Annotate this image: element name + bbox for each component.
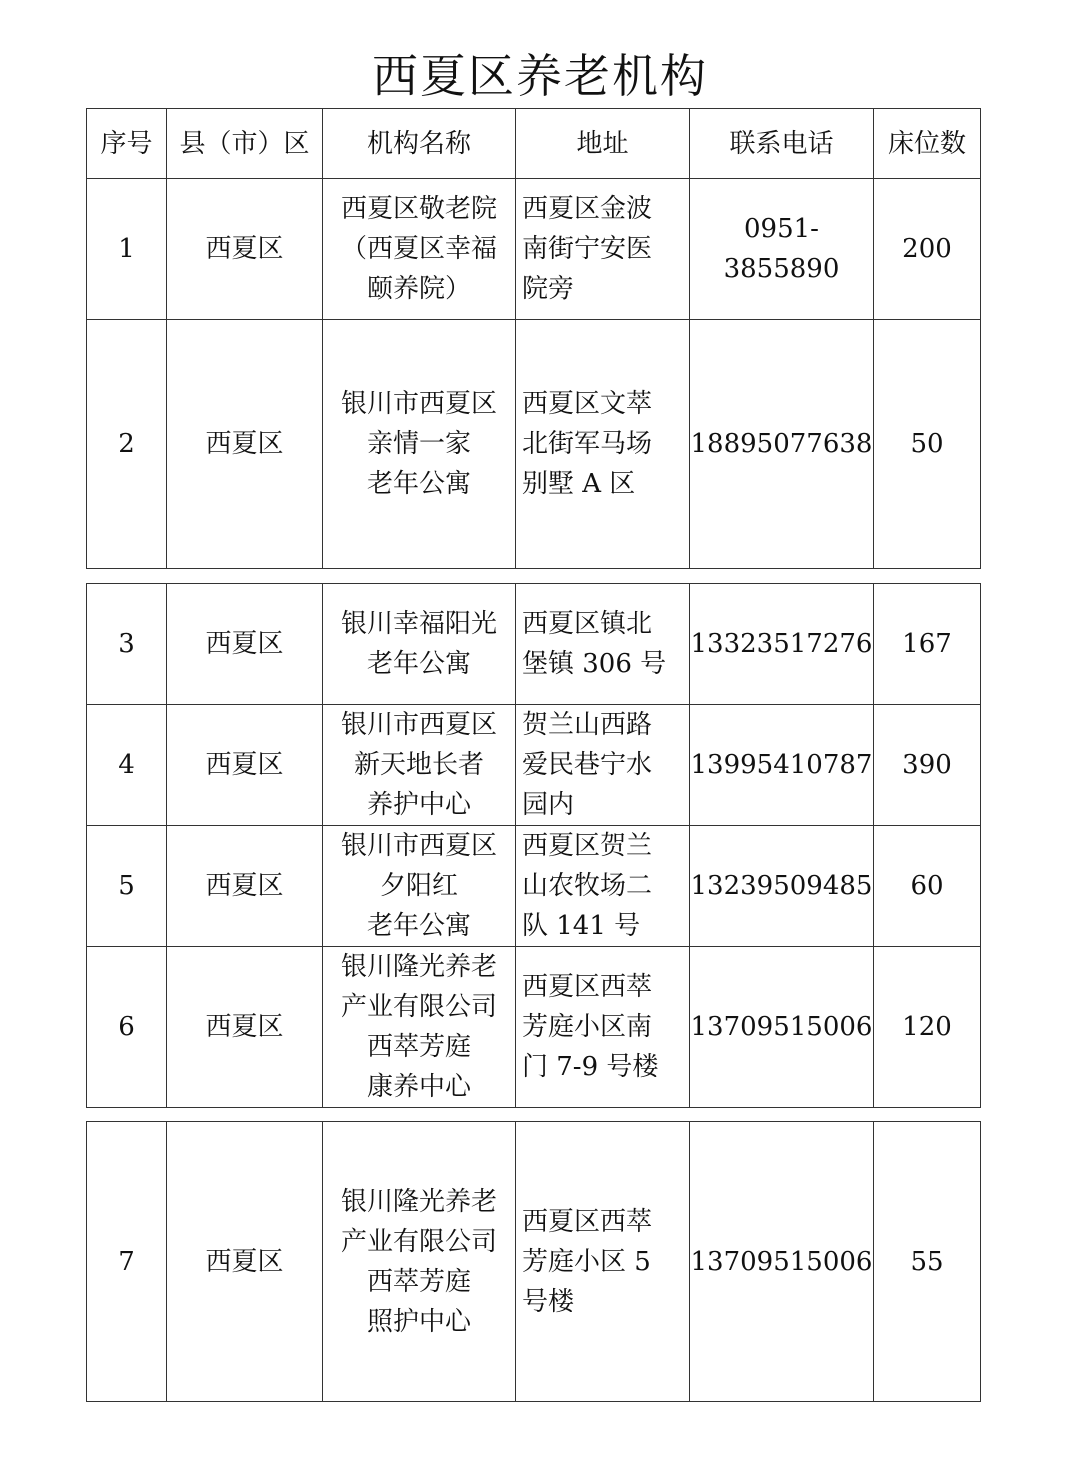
row-phone: 13995410787: [690, 705, 874, 826]
header-index: 序号: [87, 109, 167, 179]
row-beds: 60: [874, 826, 981, 947]
cell-text-line: 老年公寓: [366, 649, 471, 679]
row-beds: 167: [874, 584, 981, 705]
row-beds: 120: [874, 947, 981, 1108]
table-row: [87, 1122, 981, 1402]
table-row: [87, 826, 981, 947]
row-phone: 13323517276: [690, 584, 874, 705]
row-address: [516, 584, 690, 705]
cell-text-line: 银川市西夏区: [340, 831, 497, 861]
cell-text-line: （西夏区幸福: [340, 234, 497, 264]
row-index: 2: [87, 320, 167, 569]
cell-text-line: 西夏区西萃: [522, 1206, 653, 1237]
cell-text-line: 队 141 号: [522, 911, 641, 941]
cell-text-line: 芳庭小区南: [522, 1012, 653, 1042]
page-title: 西夏区养老机构: [372, 49, 708, 103]
cell-text-line: 银川隆光养老: [340, 952, 497, 982]
row-county: 西夏区: [167, 705, 323, 826]
row-name: [323, 1122, 516, 1402]
cell-text-line: 芳庭小区 5: [522, 1246, 651, 1277]
row-phone: 18895077638: [690, 320, 874, 569]
cell-text-line: 号楼: [522, 1286, 575, 1317]
row-name: [323, 320, 516, 569]
row-name: [323, 179, 516, 320]
cell-text-line: 西萃芳庭: [366, 1032, 471, 1062]
row-phone: 13709515006: [690, 947, 874, 1108]
row-name: [323, 584, 516, 705]
cell-text-line: 爱民巷宁水: [522, 750, 653, 780]
cell-text-line: 老年公寓: [366, 469, 471, 499]
institution-table-part-1: [86, 108, 981, 569]
cell-text-line: 西萃芳庭: [366, 1266, 471, 1297]
row-index: 1: [87, 179, 167, 320]
table-row: [87, 705, 981, 826]
cell-text-line: 颐养院）: [366, 274, 471, 304]
cell-text-line: 养护中心: [366, 790, 471, 820]
cell-text-line: 南街宁安医: [522, 234, 653, 264]
row-name: [323, 705, 516, 826]
institution-table-part-3: [86, 1121, 981, 1402]
cell-text-line: 亲情一家: [366, 429, 471, 459]
row-county: 西夏区: [167, 1122, 323, 1402]
row-beds: 390: [874, 705, 981, 826]
cell-text-line: 产业有限公司: [340, 1226, 497, 1257]
cell-text-line: 西夏区贺兰: [522, 831, 653, 861]
row-address: [516, 705, 690, 826]
row-county: 西夏区: [167, 179, 323, 320]
cell-text-line: 夕阳红: [379, 871, 458, 901]
header-beds: 床位数: [874, 109, 981, 179]
cell-text-line: 银川市西夏区: [340, 389, 497, 419]
row-name: [323, 947, 516, 1108]
header-phone: 联系电话: [690, 109, 874, 179]
header-address: 地址: [516, 109, 690, 179]
row-county: 西夏区: [167, 947, 323, 1108]
row-phone: 13239509485: [690, 826, 874, 947]
row-phone: 13709515006: [690, 1122, 874, 1402]
row-county: 西夏区: [167, 584, 323, 705]
row-index: 7: [87, 1122, 167, 1402]
table-row: [87, 584, 981, 705]
cell-text-line: 西夏区文萃: [522, 389, 653, 419]
row-address: [516, 947, 690, 1108]
cell-text-line: 新天地长者: [353, 750, 484, 780]
row-index: 5: [87, 826, 167, 947]
institution-table-part-2: [86, 583, 981, 1108]
row-beds: 200: [874, 179, 981, 320]
cell-text-line: 老年公寓: [366, 911, 471, 941]
cell-text-line: 银川市西夏区: [340, 710, 497, 740]
row-address: [516, 826, 690, 947]
row-beds: 50: [874, 320, 981, 569]
row-beds: 55: [874, 1122, 981, 1402]
table-header-row: [87, 109, 981, 179]
cell-text-line: 银川幸福阳光: [340, 609, 497, 639]
row-name: [323, 826, 516, 947]
row-phone: 0951-3855890: [690, 179, 874, 320]
row-address: [516, 179, 690, 320]
cell-text-line: 别墅 A 区: [522, 469, 636, 499]
cell-text-line: 西夏区金波: [522, 194, 653, 224]
row-county: 西夏区: [167, 826, 323, 947]
cell-text-line: 院旁: [522, 274, 575, 304]
cell-text-line: 北街军马场: [522, 429, 653, 459]
table-row: [87, 179, 981, 320]
cell-text-line: 山农牧场二: [522, 871, 653, 901]
header-county: 县（市）区: [167, 109, 323, 179]
cell-text-line: 康养中心: [366, 1072, 471, 1102]
row-address: [516, 1122, 690, 1402]
row-index: 6: [87, 947, 167, 1108]
cell-text-line: 堡镇 306 号: [522, 649, 667, 679]
cell-text-line: 银川隆光养老: [340, 1186, 497, 1217]
cell-text-line: 西夏区西萃: [522, 972, 653, 1002]
row-address: [516, 320, 690, 569]
cell-text-line: 园内: [522, 790, 575, 820]
cell-text-line: 门 7-9 号楼: [522, 1052, 659, 1082]
cell-text-line: 贺兰山西路: [522, 710, 653, 740]
table-row: [87, 320, 981, 569]
cell-text-line: 产业有限公司: [340, 992, 497, 1022]
row-index: 4: [87, 705, 167, 826]
row-index: 3: [87, 584, 167, 705]
row-county: 西夏区: [167, 320, 323, 569]
cell-text-line: 西夏区镇北: [522, 609, 653, 639]
cell-text-line: 西夏区敬老院: [340, 194, 497, 224]
cell-text-line: 照护中心: [366, 1306, 471, 1337]
table-row: [87, 947, 981, 1108]
header-name: 机构名称: [323, 109, 516, 179]
